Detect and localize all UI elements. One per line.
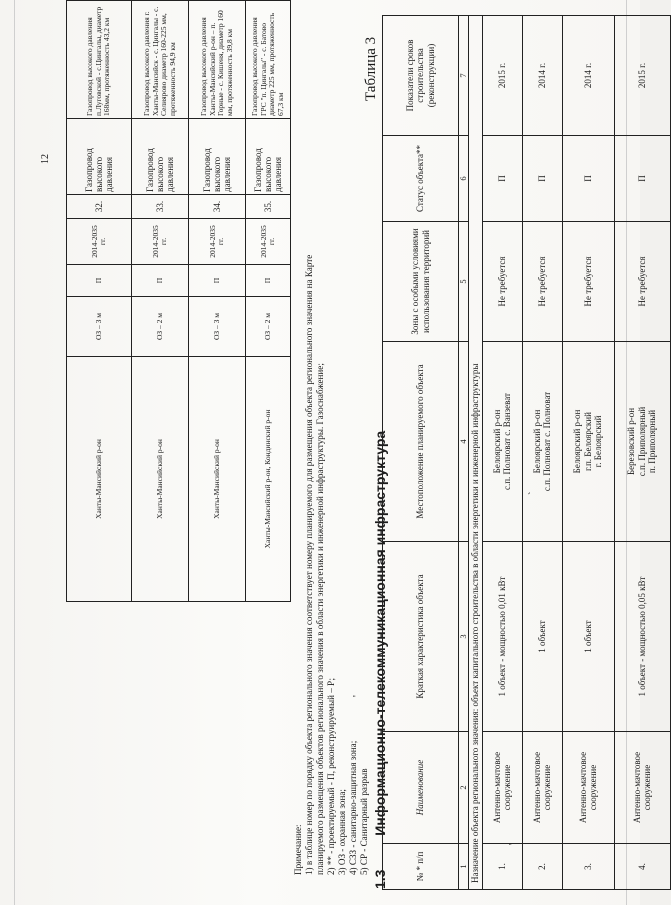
header-name: Наименование [383,732,459,844]
row-name: Антенно-мачтовое сооружение [614,732,670,844]
row-name: Газопровод высокого давления [246,119,291,195]
row-status: П [67,265,132,297]
row-location [482,342,522,542]
purpose-row [469,16,483,890]
row-number: 3. [562,844,614,890]
gas-pipeline-table-right [66,218,291,602]
row-number: 1. [482,844,522,890]
location-settlement: г.п. Белоярский [582,412,593,471]
row-number: 33. [132,195,189,219]
column-number: 5 [459,222,469,342]
note-line: 1) в таблице номер по порядку объекта регионального значения соответствует номеру планируемого для размещения объекта регионального значения на Карте [305,254,315,875]
note-line: 2) ** - проектируемый - П, реконструируемый – Р; [327,677,337,875]
row-location: Ханты-Мансийский р-он, Кондинский р-он [246,357,291,602]
row-name: Антенно-мачтовое сооружение [482,732,522,844]
location-district: Березовский р-он [626,407,637,476]
table-row [67,1,132,219]
column-number: 4 [459,342,469,542]
header-description: Краткая характеристика объекта [383,542,459,732]
table-row [246,1,291,219]
row-name: Газопровод высокого давления [67,119,132,195]
row-location: Ханты-Мансийский р-он [67,357,132,602]
row-location [562,342,614,542]
row-zone: ОЗ – 3 м [189,297,246,357]
table-caption: Таблица 3 [363,36,379,101]
row-term: 2015 г. [482,16,522,136]
location-district: Белоярский р-он [491,409,502,474]
row-description: Газопровод высокого давления Ханты-Мансийский р-он – п. Горные - с. Кишеня, диаметр 160 мм, протяженность 39,8 км [189,1,246,119]
notes-block [294,52,371,875]
table-row [562,16,614,890]
header-terms: Показатели сроков строительства (реконструкции) [383,16,459,136]
row-zone: Не требуется [522,222,562,342]
row-zone: ОЗ – 3 м [67,297,132,357]
row-name: Антенно-мачтовое сооружение [562,732,614,844]
purpose-text: Назначение объекта регионального значения: объект капитального строительства в области энергетики и инженерной инфраструктуры [469,16,483,890]
location-settlement: с.п. Полноват с. Ванзеват [502,393,512,491]
row-status: П [189,265,246,297]
row-term: 2015 г. [614,16,670,136]
note-line: 3) ОЗ - охранная зона; [338,789,348,875]
row-number: 32. [67,195,132,219]
table-row [482,16,522,890]
note-line: 5) СР - Санитарный разрыв [360,768,370,875]
row-name: Антенно-мачтовое сооружение [522,732,562,844]
note-line: планируемого размещения объектов регионального значения в области энергетики и инженерной инфраструктуры. Газоснабжение; [316,363,326,875]
header-number: № * п/п [383,844,459,890]
row-status: П [482,136,522,222]
row-number: 34. [189,195,246,219]
row-period: 2014-2035 гг. [189,219,246,265]
row-description: Газопровод высокого давления ГРС "п. Цингалы" - с. Батово диаметр 225 мм, протяженность 67,3 км [246,1,291,119]
row-number: 35. [246,195,291,219]
scan-mark: ' [352,695,363,697]
scan-mark: ' [508,843,519,845]
row-zone: Не требуется [614,222,670,342]
row-status: П [132,265,189,297]
row-location [614,342,670,542]
row-zone: ОЗ – 2 м [246,297,291,357]
table-row [522,16,562,890]
row-number: 2. [522,844,562,890]
row-status: П [522,136,562,222]
table-row [246,219,291,602]
row-location [522,342,562,542]
row-zone: ОЗ – 2 м [132,297,189,357]
location-settlement: с.п. Приполярный [636,406,647,477]
header-zones: Зоны с особыми условиями использования территорий [383,222,459,342]
row-description: 1 объект - мощностью 0,05 кВт [614,542,670,732]
row-zone: Не требуется [562,222,614,342]
row-description: Газопровод высокого давления п.Луговской - с.Цингалы, диаметр 168мм, протяженность 43,2 км [67,1,132,119]
header-location: Местоположение планируемого объекта [383,342,459,542]
row-description: 1 объект [562,542,614,732]
column-number: 1 [459,844,469,890]
row-period: 2014-2035 гг. [246,219,291,265]
column-number: 2 [459,732,469,844]
row-period: 2014-2035 гг. [67,219,132,265]
row-number: 4. [614,844,670,890]
table-row [132,1,189,219]
row-location: Ханты-Мансийский р-он [132,357,189,602]
column-number: 7 [459,16,469,136]
row-status: П [562,136,614,222]
row-status: П [614,136,670,222]
header-status: Статус объекта** [383,136,459,222]
row-name: Газопровод высокого давления [189,119,246,195]
section-title: Информационно-телекоммуникационная инфраструктура [372,430,388,836]
table-row [614,16,670,890]
row-term: 2014 г. [522,16,562,136]
table-row [189,1,246,219]
location-settlement: с.п. Полноват с. Полноват [542,391,552,492]
location-locality: г. Белоярский [593,415,604,468]
notes-heading: Примечание: [294,824,304,875]
column-number: 6 [459,136,469,222]
location-locality: п. Приполярный [647,409,658,474]
column-number: 3 [459,542,469,732]
table-row [189,219,246,602]
section-number: 1.3 [372,869,388,889]
row-period: 2014-2035 гг. [132,219,189,265]
table-header-row [383,16,459,890]
location-district: Белоярский р-он [572,409,583,474]
row-status: П [246,265,291,297]
table-row [67,219,132,602]
row-zone: Не требуется [482,222,522,342]
gas-pipeline-table [66,0,291,219]
row-term: 2014 г. [562,16,614,136]
note-line: 4) СЗЗ - санитарно-защитная зона; [349,740,359,875]
row-description: 1 объект [522,542,562,732]
row-location: Ханты-Мансийский р-он [189,357,246,602]
location-district: Белоярский р-он [531,409,542,474]
page-number: 12 [40,154,51,164]
row-description: Газопровод высокого давления г. Ханты-Мансийск - с. Цингалы - с. Селиярово диаметр 160-225 мм, протяженность 94,9 км [132,1,189,119]
row-description: 1 объект - мощностью 0,01 кВт [482,542,522,732]
column-number-row [459,16,469,890]
telecom-table [382,15,671,890]
scan-mark: ` [528,491,539,495]
table-row [132,219,189,602]
row-name: Газопровод высокого давления [132,119,189,195]
